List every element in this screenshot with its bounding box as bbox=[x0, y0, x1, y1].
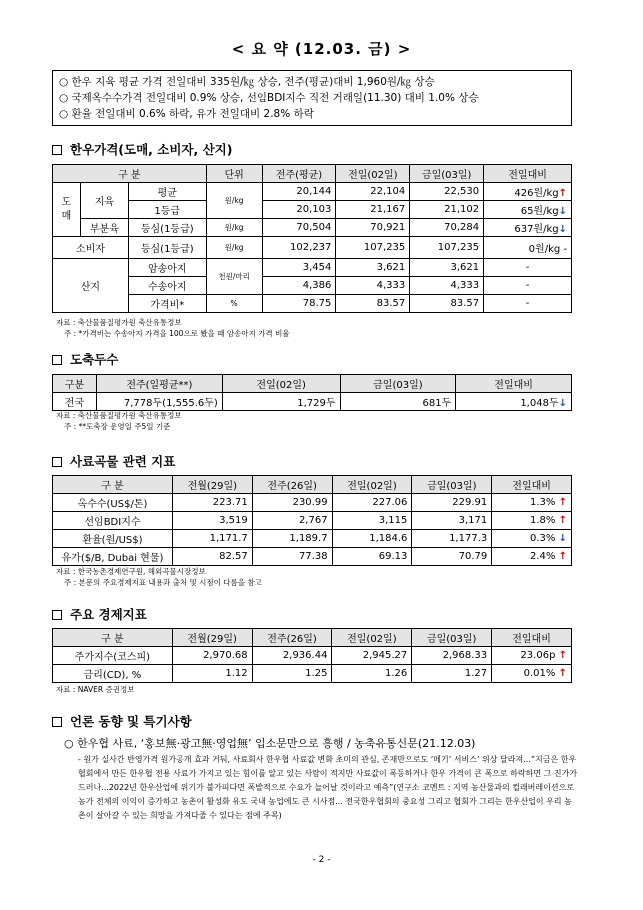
table-header-cell: 구 분 bbox=[53, 476, 173, 494]
table-header-cell: 금일(03일) bbox=[340, 375, 456, 393]
table-cell: 원/kg bbox=[206, 237, 262, 259]
section-heading-hanwoo: 한우가격(도매, 소비자, 산지) bbox=[52, 140, 232, 158]
table-header-cell: 전일(02일) bbox=[332, 629, 412, 647]
table-header-cell: 전월(29일) bbox=[172, 629, 252, 647]
table-cell: 77.38 bbox=[252, 548, 332, 566]
table-cell: 2,970.68 bbox=[172, 647, 252, 665]
table-header-cell: 전주(26일) bbox=[252, 629, 332, 647]
table-row bbox=[53, 277, 572, 295]
table-cell: 0.3% bbox=[530, 533, 556, 544]
table-cell: 1,048두 bbox=[520, 398, 559, 409]
table-cell bbox=[484, 201, 572, 219]
table-cell: 230.99 bbox=[252, 494, 332, 512]
table-header-cell: 전일대비 bbox=[456, 375, 572, 393]
table-cell: 1,189.7 bbox=[252, 530, 332, 548]
table-cell: 681두 bbox=[340, 393, 456, 411]
table-cell: 1.12 bbox=[172, 665, 252, 683]
checkbox-square-icon bbox=[52, 717, 62, 727]
table-header-cell: 금일(03일) bbox=[412, 629, 492, 647]
table-cell: 유가($/B, Dubai 현물) bbox=[53, 548, 173, 566]
table-cell: 4,333 bbox=[410, 277, 484, 295]
table-cell: 20,144 bbox=[262, 183, 336, 201]
table-cell: 1,184.6 bbox=[332, 530, 412, 548]
table-cell: 금리(CD), % bbox=[53, 665, 173, 683]
table-header-row bbox=[53, 476, 572, 494]
slaughter-table bbox=[52, 374, 572, 411]
table-cell: - bbox=[484, 295, 572, 313]
table-row bbox=[53, 295, 572, 313]
news-body: - 원가 실사간 반영가격 원가공개 효과 거둬, 사료회사 한우협 사료값 변화 초미의 관심, 존재만으로도 ‘메기’ 서비스’ 위상 달라져...”지금은 한우협회에서 만든 한우협 전용 사료가 가지고 있는 힘이를 알고 있는 사람이 적지만 사료값이 폭등하거나 한우 가격이 큰 폭으로 하락하면 그 진가가 드러나...2022년 한우산업에 위기가 불가피다면 폭발적으로 수요가 늘어날 것이라고 예측”(연구소 코멘트 : 지역 농산물과의 컬래버레이션으로 농가 전체의 이익이 증가하고 농촌이 활성화 유도 국내 농업에도 큰 시사점... 전국한우협회의 중요성 그리고 협회가 그리는 한우산업이 우리 농촌이 살아갈 수 있는 희망을 가져다줄 수 있다는 점에 주목) bbox=[78, 755, 578, 820]
table-cell: 23.06p bbox=[520, 650, 556, 661]
table-header-row bbox=[53, 165, 572, 183]
table-cell: 지육 bbox=[80, 183, 128, 219]
table-cell: 3,115 bbox=[332, 512, 412, 530]
table-cell: 3,454 bbox=[262, 259, 336, 277]
table-cell bbox=[492, 530, 572, 548]
table-cell: 107,235 bbox=[410, 237, 484, 259]
table-header-cell: 금일(03일) bbox=[412, 476, 492, 494]
table-cell: 107,235 bbox=[336, 237, 410, 259]
table-cell: 7,778두(1,555.6두) bbox=[96, 393, 222, 411]
table-row bbox=[53, 393, 572, 411]
table-cell: 2,968.33 bbox=[412, 647, 492, 665]
table-cell bbox=[492, 512, 572, 530]
table-cell: 70,284 bbox=[410, 219, 484, 237]
econ-indicator-table bbox=[52, 628, 572, 683]
table-cell bbox=[492, 548, 572, 566]
table-cell: 3,171 bbox=[412, 512, 492, 530]
table-cell: 1.27 bbox=[412, 665, 492, 683]
page-title: < 요 약 (12.03. 금) > bbox=[231, 40, 412, 58]
table-header-row bbox=[53, 375, 572, 393]
table-header-cell: 단위 bbox=[206, 165, 262, 183]
table-cell: 가격비* bbox=[128, 295, 206, 313]
table-cell: 원/kg bbox=[206, 183, 262, 219]
table-cell: 78.75 bbox=[262, 295, 336, 313]
table-cell bbox=[492, 494, 572, 512]
table-cell: 22,104 bbox=[336, 183, 410, 201]
table-cell bbox=[484, 183, 572, 201]
table-cell: 산지 bbox=[53, 259, 129, 313]
section-heading-slaughter: 도축두수 bbox=[52, 350, 118, 368]
section-heading-feed: 사료곡물 관련 지표 bbox=[52, 452, 175, 470]
down-arrow-icon: ↓ bbox=[558, 398, 567, 409]
down-arrow-icon: ↓ bbox=[558, 206, 567, 217]
up-arrow-icon: ↑ bbox=[558, 551, 567, 562]
table-cell: 평균 bbox=[128, 183, 206, 201]
section-heading-econ: 주요 경제지표 bbox=[52, 605, 147, 623]
table-header-cell: 전월(29일) bbox=[172, 476, 252, 494]
checkbox-square-icon bbox=[52, 145, 62, 155]
table-cell: 1.25 bbox=[252, 665, 332, 683]
table-cell: 주가지수(코스피) bbox=[53, 647, 173, 665]
table-header-cell: 전일대비 bbox=[492, 476, 572, 494]
table-cell: 227.06 bbox=[332, 494, 412, 512]
table-cell: 4,333 bbox=[336, 277, 410, 295]
table-header-cell: 전주(일평균**) bbox=[96, 375, 222, 393]
table-cell: 3,621 bbox=[336, 259, 410, 277]
table-cell: 부분육 bbox=[80, 219, 128, 237]
table-cell bbox=[456, 393, 572, 411]
source-note: 자료 : NAVER 증권정보 bbox=[56, 685, 135, 694]
summary-box bbox=[52, 70, 572, 126]
table-cell: 암송아지 bbox=[128, 259, 206, 277]
up-arrow-icon: ↑ bbox=[558, 188, 567, 199]
summary-line: ○ 국제옥수수가격 전일대비 0.9% 상승, 선임BDI지수 직전 거래일(11.30) 대비 1.0% 상승 bbox=[59, 92, 479, 104]
table-cell: 원/kg bbox=[206, 219, 262, 237]
up-arrow-icon: ↑ bbox=[558, 497, 567, 508]
down-arrow-icon: ↓ bbox=[558, 224, 567, 235]
table-cell: 426원/kg bbox=[514, 188, 559, 199]
up-arrow-icon: ↑ bbox=[558, 668, 567, 679]
table-header-cell: 전주(평균) bbox=[262, 165, 336, 183]
table-cell: 1,177.3 bbox=[412, 530, 492, 548]
table-cell: 0원/kg - bbox=[484, 237, 572, 259]
table-row bbox=[53, 183, 572, 201]
table-header-cell: 전일(02일) bbox=[336, 165, 410, 183]
table-cell: 3,519 bbox=[172, 512, 252, 530]
table-cell: 21,167 bbox=[336, 201, 410, 219]
table-cell: 229.91 bbox=[412, 494, 492, 512]
checkbox-square-icon bbox=[52, 457, 62, 467]
table-cell: 등심(1등급) bbox=[128, 237, 206, 259]
table-cell: 도 매 bbox=[53, 183, 81, 237]
table-cell: 1,171.7 bbox=[172, 530, 252, 548]
up-arrow-icon: ↑ bbox=[558, 650, 567, 661]
table-header-row bbox=[53, 629, 572, 647]
table-row bbox=[53, 647, 572, 665]
table-cell: 1등급 bbox=[128, 201, 206, 219]
source-note: 자료 : 축산물품질평가원 축산유통정보 주 : **도축장 운영일 주5일 기준 bbox=[56, 411, 182, 431]
table-cell: 2.4% bbox=[530, 551, 556, 562]
table-cell bbox=[484, 219, 572, 237]
table-cell: % bbox=[206, 295, 262, 313]
table-row bbox=[53, 512, 572, 530]
news-headline: ○ 한우협 사료, ‘홍보無·광고無·영업無’ 입소문만으로 흥행 / 농축유통신문(21.12.03) bbox=[64, 737, 476, 750]
table-cell: 4,386 bbox=[262, 277, 336, 295]
source-note: 자료 : 축산물품질평가원 축산유통정보 주 : *가격비는 수송아지 가격을 100으로 봤을 때 암송아지 가격 비율 bbox=[56, 318, 290, 338]
table-cell: 70,921 bbox=[336, 219, 410, 237]
section-heading-news: 언론 동향 및 특기사항 bbox=[52, 712, 192, 730]
table-header-cell: 전일대비 bbox=[492, 629, 572, 647]
table-row bbox=[53, 494, 572, 512]
table-header-cell: 구 분 bbox=[53, 629, 173, 647]
checkbox-square-icon bbox=[52, 610, 62, 620]
table-header-cell: 전일(02일) bbox=[332, 476, 412, 494]
table-cell bbox=[492, 665, 572, 683]
table-cell: 0.01% bbox=[523, 668, 556, 679]
table-cell: 65원/kg bbox=[520, 206, 559, 217]
table-row bbox=[53, 548, 572, 566]
table-cell: 2,936.44 bbox=[252, 647, 332, 665]
down-arrow-icon: ↓ bbox=[558, 533, 567, 544]
table-cell: 천원/마리 bbox=[206, 259, 262, 295]
table-header-cell: 구분 bbox=[53, 375, 97, 393]
table-cell: 환율(원/US$) bbox=[53, 530, 173, 548]
table-row bbox=[53, 219, 572, 237]
checkbox-square-icon bbox=[52, 355, 62, 365]
table-cell: 1.3% bbox=[530, 497, 556, 508]
table-cell: 선임BDI지수 bbox=[53, 512, 173, 530]
table-cell: 3,621 bbox=[410, 259, 484, 277]
table-cell: 2,945.27 bbox=[332, 647, 412, 665]
table-cell: 21,102 bbox=[410, 201, 484, 219]
table-cell: 102,237 bbox=[262, 237, 336, 259]
table-row bbox=[53, 530, 572, 548]
table-cell: 2,767 bbox=[252, 512, 332, 530]
table-cell: 등심(1등급) bbox=[128, 219, 206, 237]
table-row bbox=[53, 665, 572, 683]
table-cell: 70.79 bbox=[412, 548, 492, 566]
table-cell: 전국 bbox=[53, 393, 97, 411]
table-cell: 수송아지 bbox=[128, 277, 206, 295]
table-cell: 83.57 bbox=[336, 295, 410, 313]
summary-line: ○ 환율 전일대비 0.6% 하락, 유가 전일대비 2.8% 하락 bbox=[59, 108, 314, 120]
table-cell: 22,530 bbox=[410, 183, 484, 201]
table-header-cell: 금일(03일) bbox=[410, 165, 484, 183]
feed-indicator-table bbox=[52, 475, 572, 566]
table-cell: 83.57 bbox=[410, 295, 484, 313]
table-cell: 소비자 bbox=[53, 237, 129, 259]
page-number: - 2 - bbox=[312, 855, 331, 865]
table-row bbox=[53, 201, 572, 219]
table-header-cell: 전일(02일) bbox=[222, 375, 340, 393]
table-header-cell: 전주(26일) bbox=[252, 476, 332, 494]
table-cell: 1,729두 bbox=[222, 393, 340, 411]
table-header-cell: 전일대비 bbox=[484, 165, 572, 183]
table-cell: 637원/kg bbox=[514, 224, 559, 235]
hanwoo-price-table bbox=[52, 164, 572, 313]
table-cell: 옥수수(US$/톤) bbox=[53, 494, 173, 512]
table-cell: 69.13 bbox=[332, 548, 412, 566]
table-cell: - bbox=[484, 259, 572, 277]
table-cell bbox=[492, 647, 572, 665]
table-cell: 82.57 bbox=[172, 548, 252, 566]
table-row bbox=[53, 237, 572, 259]
table-cell: 1.26 bbox=[332, 665, 412, 683]
table-header-cell: 구 분 bbox=[53, 165, 207, 183]
table-cell: 223.71 bbox=[172, 494, 252, 512]
table-cell: 70,504 bbox=[262, 219, 336, 237]
source-note: 자료 : 한국농촌경제연구원, 해외곡물시장정보 주 : 본문의 주요경제지표 내용과 출처 및 시점이 다름을 참고 bbox=[56, 567, 262, 587]
up-arrow-icon: ↑ bbox=[558, 515, 567, 526]
table-cell: 20,103 bbox=[262, 201, 336, 219]
table-cell: 1.8% bbox=[530, 515, 556, 526]
summary-line: ○ 한우 지육 평균 가격 전일대비 335원/㎏ 상승, 전주(평균)대비 1,960원/㎏ 상승 bbox=[59, 76, 435, 88]
table-row bbox=[53, 259, 572, 277]
table-cell: - bbox=[484, 277, 572, 295]
